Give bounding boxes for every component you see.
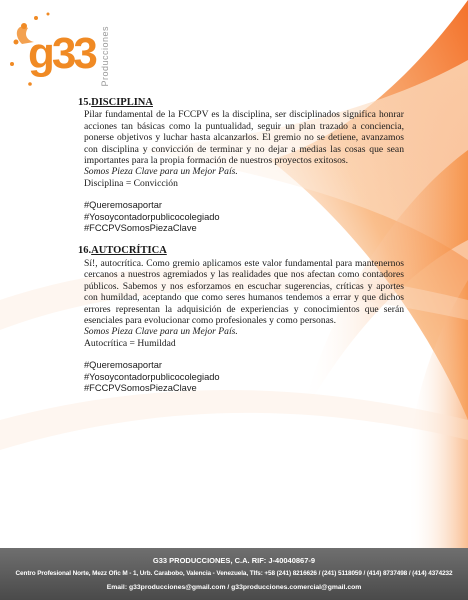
footer-company: G33 PRODUCCIONES, C.A. RIF: J-40040867-9 (152, 556, 316, 565)
section-equation: Disciplina = Convicción (84, 177, 178, 189)
hashtag: #FCCPVSomosPiezaClave (84, 223, 197, 234)
section-slogan: Somos Pieza Clave para un Mejor País. (84, 326, 238, 338)
hashtag-list (84, 200, 404, 234)
section-paragraph: Pilar fundamental de la FCCPV es la disciplina, ser disciplinados significa honrar acciones tan básicas como la puntualidad, seguir un plan trazado a conciencia, ponerse objetivos y luchar hasta alcanzarlos. El gremio no se detiene, avanzamos con disciplina y convicción de terminar y no dejar a medias las cosas que sean importantes para la propia formación de nuestros proyectos exitosos. (84, 109, 404, 167)
section-disciplina (78, 97, 404, 234)
logo-mark: g33 (28, 29, 95, 78)
hashtag-list (84, 360, 404, 394)
company-logo (4, 4, 124, 100)
page-footer (0, 548, 468, 600)
section-slogan: Somos Pieza Clave para un Mejor País. (84, 166, 238, 178)
section-equation: Autocrítica = Humildad (84, 337, 176, 349)
section-number: 15. (78, 97, 92, 108)
section-heading (78, 97, 404, 108)
hashtag: #Queremosaportar (84, 360, 163, 371)
section-paragraph: Sí!, autocrítica. Como gremio aplicamos este valor fundamental para mantenernos cercanos a nuestros agremiados y las realidades que nos afectan como contadores públicos. Sabemos y nos esforzamos en escuchar sugerencias, críticas y aportes con humildad, aceptando que como seres humanos tendemos a errar y que dichos errores representan la adquisición de experiencias y conocimientos que serán esenciales para evolucionar como profesionales y como personas. (84, 257, 404, 326)
hashtag: #Yosoycontadorpublicocolegiado (84, 371, 220, 382)
section-heading (78, 245, 404, 256)
hashtag: #Queremosaportar (84, 200, 163, 211)
hashtag: #Yosoycontadorpublicocolegiado (84, 211, 220, 222)
section-title: DISCIPLINA (91, 97, 153, 108)
document-body (78, 97, 404, 394)
section-title: AUTOCRÍTICA (91, 245, 167, 257)
footer-address: Centro Profesional Norte, Mezz Ofic M - 1, Urb. Carabobo, Valencia - Venezuela, Tlfs: +58 (241) 8216626 / (241) 5118059 / (414) 8737498 / (414) 4374232 (15, 570, 453, 577)
section-autocritica (78, 245, 404, 394)
logo-vertical-text: Producciones (100, 26, 110, 87)
footer-email: Email: g33producciones@gmail.com / g33producciones.comercial@gmail.com (106, 584, 362, 591)
hashtag: #FCCPVSomosPiezaClave (84, 382, 197, 393)
section-number: 16. (78, 245, 92, 257)
